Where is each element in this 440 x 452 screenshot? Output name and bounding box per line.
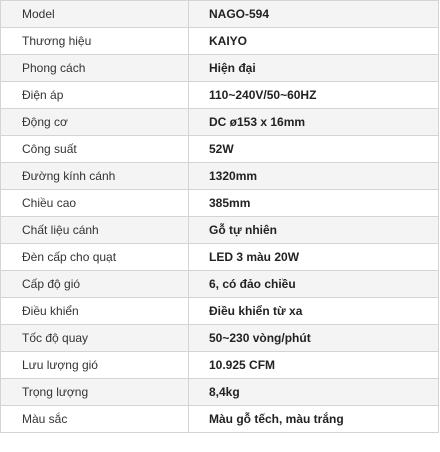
spec-label: Lưu lượng gió (1, 352, 189, 379)
spec-row-style (1, 55, 439, 82)
spec-row-light (1, 244, 439, 271)
spec-row-weight (1, 379, 439, 406)
spec-label: Phong cách (1, 55, 189, 82)
spec-row-height (1, 190, 439, 217)
spec-value: 385mm (189, 190, 439, 217)
spec-label: Trọng lượng (1, 379, 189, 406)
spec-label: Chiều cao (1, 190, 189, 217)
spec-label: Model (1, 1, 189, 28)
spec-row-motor (1, 109, 439, 136)
spec-label: Thương hiệu (1, 28, 189, 55)
spec-label: Cấp độ gió (1, 271, 189, 298)
spec-row-airflow (1, 352, 439, 379)
spec-value: 1320mm (189, 163, 439, 190)
spec-row-wind-levels (1, 271, 439, 298)
spec-value: NAGO-594 (189, 1, 439, 28)
spec-value: 6, có đảo chiều (189, 271, 439, 298)
spec-value: 10.925 CFM (189, 352, 439, 379)
spec-row-blade-diameter (1, 163, 439, 190)
spec-row-color (1, 406, 439, 433)
spec-row-blade-material (1, 217, 439, 244)
spec-label: Màu sắc (1, 406, 189, 433)
spec-label: Đèn cấp cho quạt (1, 244, 189, 271)
spec-value: 52W (189, 136, 439, 163)
spec-label: Điều khiển (1, 298, 189, 325)
spec-value: 110~240V/50~60HZ (189, 82, 439, 109)
spec-label: Chất liệu cánh (1, 217, 189, 244)
spec-value: KAIYO (189, 28, 439, 55)
spec-row-control (1, 298, 439, 325)
spec-label: Động cơ (1, 109, 189, 136)
spec-label: Tốc độ quay (1, 325, 189, 352)
spec-value: 8,4kg (189, 379, 439, 406)
spec-value: Hiện đại (189, 55, 439, 82)
spec-row-model (1, 1, 439, 28)
spec-value: Gỗ tự nhiên (189, 217, 439, 244)
spec-label: Công suất (1, 136, 189, 163)
spec-value: Điều khiển từ xa (189, 298, 439, 325)
spec-label: Đường kính cánh (1, 163, 189, 190)
spec-value: Màu gỗ tếch, màu trắng (189, 406, 439, 433)
spec-table-body (1, 1, 439, 433)
spec-row-power (1, 136, 439, 163)
spec-label: Điện áp (1, 82, 189, 109)
spec-value: 50~230 vòng/phút (189, 325, 439, 352)
spec-row-rotation-speed (1, 325, 439, 352)
spec-value: LED 3 màu 20W (189, 244, 439, 271)
spec-row-brand (1, 28, 439, 55)
spec-row-voltage (1, 82, 439, 109)
spec-value: DC ø153 x 16mm (189, 109, 439, 136)
